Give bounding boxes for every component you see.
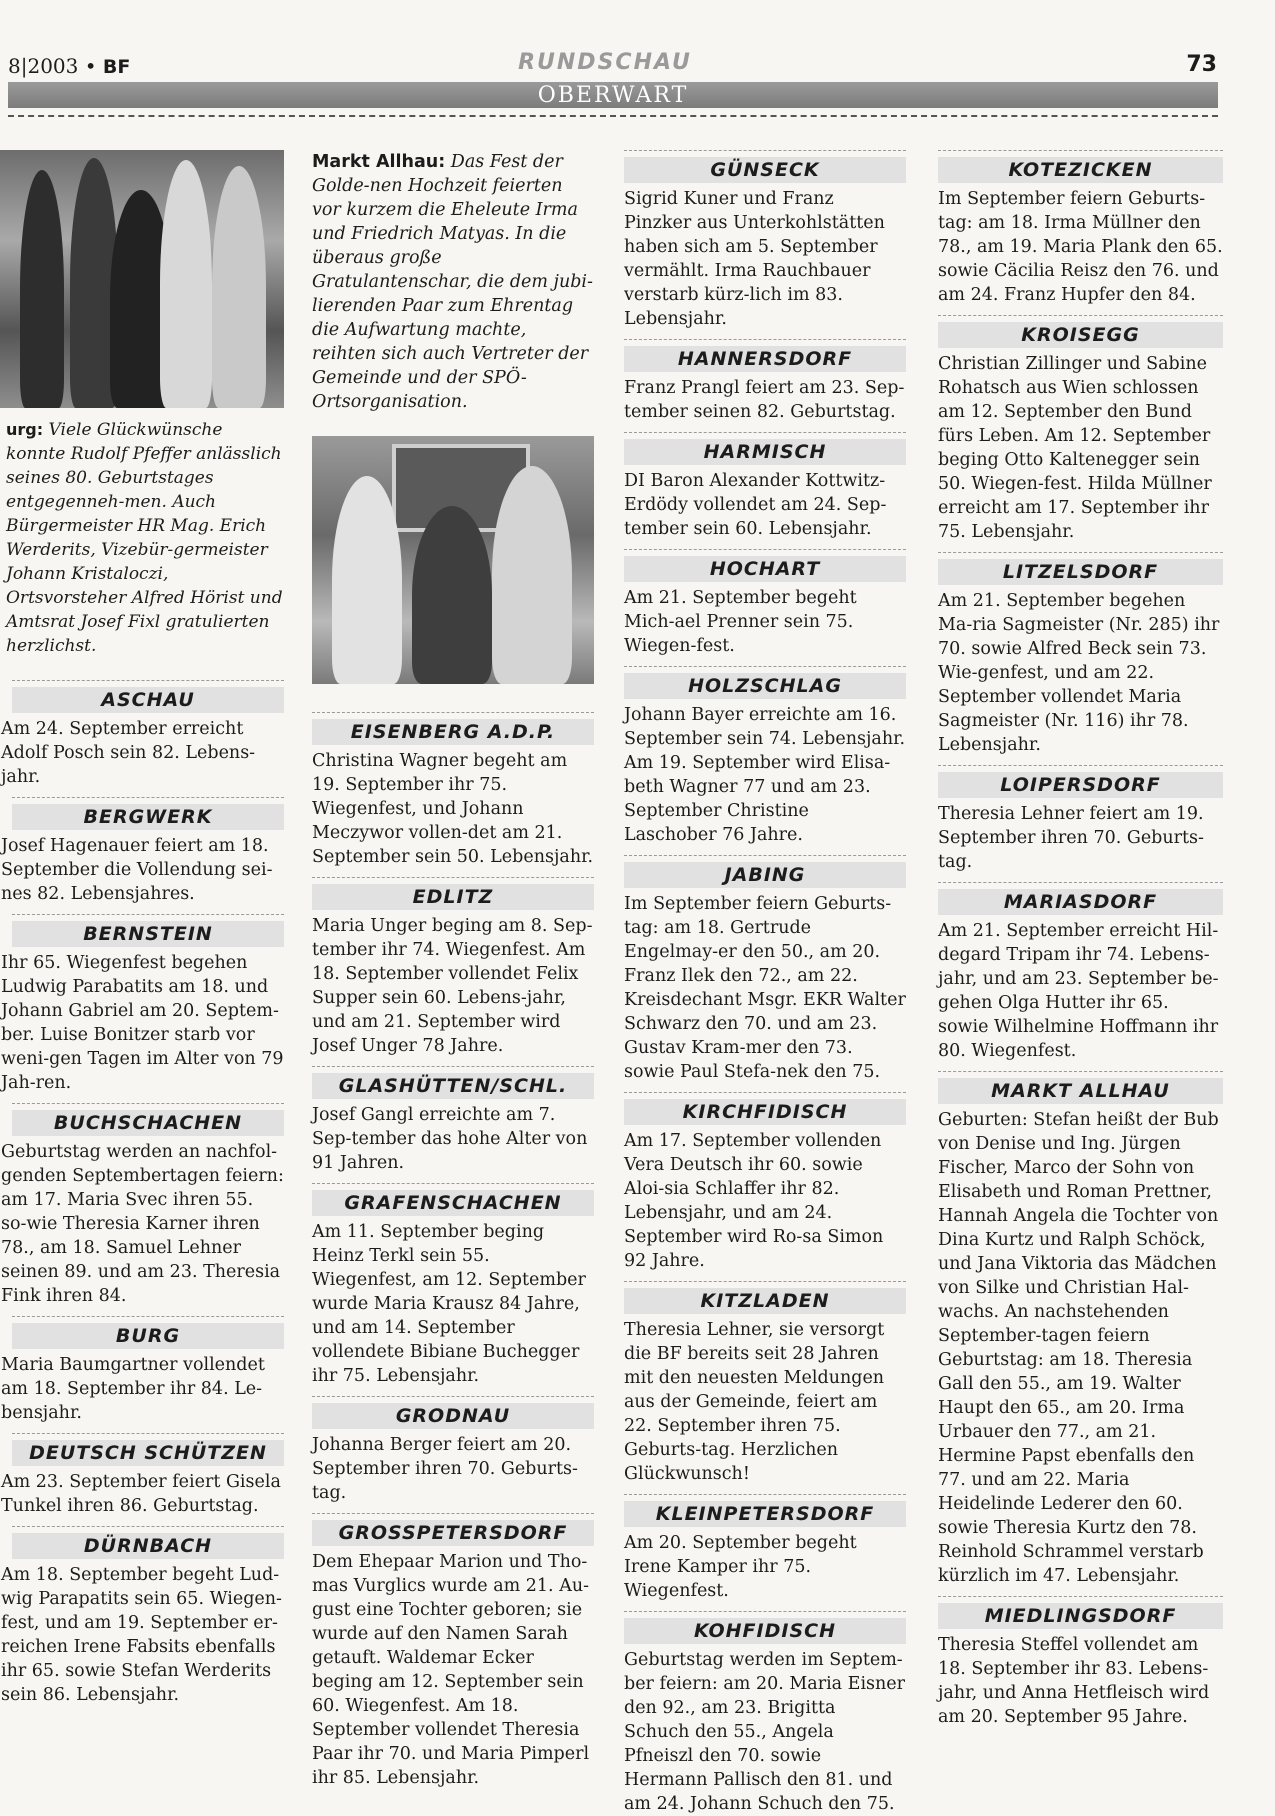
intro-lead: Markt Allhau: [312,152,446,172]
section-text: Theresia Lehner feiert am 19. September ihren 70. Geburts-tag. [938,804,1204,872]
section-text: Theresia Lehner, sie versorgt die BF bereits seit 28 Jahren mit den neuesten Meldungen aus der Gemeinde, feiert am 22. September ihren 75. Geburts-tag. Herzlichen Glückwunsch! [624,1320,885,1484]
section-heading [624,549,906,582]
section-heading [312,1066,594,1099]
section-title: LOIPERSDORF [938,772,1223,798]
section-title: GÜNSECK [624,157,906,183]
section-heading [624,432,906,465]
section-title: HARMISCH [624,439,906,465]
section-text: Sigrid Kuner und Franz Pinzker aus Unterkohlstätten haben sich am 5. September vermählt. Irma Rauchbauer verstarb kürz-lich im 83. Lebensjahr. [624,189,885,329]
section-heading [938,315,1223,348]
section-heading [12,680,284,713]
section-text: Geburten: Stefan heißt der Bub von Denise und Ing. Jürgen Fischer, Marco der Sohn von Elisabeth und Roman Prettner, Hannah Angela die Tochter von Dina Kurtz und Ralph Schöck, und Jana Viktoria das Mädchen von Silke und Christian Hal-wachs. An nachstehenden September-tagen feiern Geburtstag: am 18. Theresia Gall den 55., am 19. Walter Haupt den 65., am 20. Irma Urbauer den 77., am 21. Hermine Papst ebenfalls den 77. und am 22. Maria Heidelinde Lederer den 60. sowie Theresia Kurtz den 78. Reinhold Schrammel verstarb kürzlich im 47. Lebensjahr. [938,1110,1219,1586]
section-text: Dem Ehepaar Marion und Tho-mas Vurglics wurde am 21. Au-gust eine Tochter geboren; sie wurde auf den Namen Sarah getauft. Waldemar Ecker beging am 12. September sein 60. Wiegenfest. Am 18. September vollendet Theresia Paar ihr 70. und Maria Pimperl ihr 85. Lebensjahr. [312,1552,590,1788]
section-title: DEUTSCH SCHÜTZEN [12,1440,284,1466]
section-heading [624,339,906,372]
section-text: Am 23. September feiert Gisela Tunkel ihren 86. Geburtstag. [1,1472,281,1516]
region-title: OBERWART [537,83,689,108]
section-title: MARKT ALLHAU [938,1078,1223,1104]
section-heading [12,1103,284,1136]
page-header [0,0,1275,130]
section-text: Josef Hagenauer feiert am 18. September die Vollendung sei-nes 82. Lebensjahres. [1,836,273,904]
section-text: Am 11. September beging Heinz Terkl sein 55. Wiegenfest, am 12. September wurde Maria Krausz 84 Jahre, und am 14. September vollendete Bibiane Buchegger ihr 75. Lebensjahr. [312,1222,586,1386]
section-title: KOHFIDISCH [624,1618,906,1644]
section-heading [938,150,1223,183]
issue-number: 8|2003 • [8,54,97,78]
section-text: Theresia Steffel vollendet am 18. September ihr 83. Lebens-jahr, und Anna Hetfleisch wird am 20. September 95 Jahre. [938,1635,1210,1727]
section-heading [312,1183,594,1216]
column-3 [624,150,906,1816]
section-title: BURG [12,1323,284,1349]
section-title: HANNERSDORF [624,346,906,372]
section-text: Christian Zillinger und Sabine Rohatsch aus Wien schlossen am 12. September den Bund fürs Leben. Am 12. September beging Otto Kaltenegger sein 50. Wiegen-fest. Hilda Müllner erreicht am 17. September ihr 75. Lebensjahr. [938,354,1212,542]
column-1 [1,150,284,1707]
section-text: Am 18. September begeht Lud-wig Parapatits sein 65. Wiegen-fest, und am 19. September er-reichen Irene Fabsits ebenfalls ihr 65. sowie Stefan Werderits sein 86. Lebensjahr. [1,1565,282,1705]
section-heading [312,712,594,745]
section-text: Am 21. September erreicht Hil-degard Tripam ihr 74. Lebens-jahr, und am 23. September be-gehen Olga Hutter ihr 65. sowie Wilhelmine Hoffmann ihr 80. Wiegenfest. [938,921,1219,1061]
section-text: Franz Prangl feiert am 23. Sep-tember seinen 82. Geburtstag. [624,378,905,422]
section-title: KLEINPETERSDORF [624,1501,906,1527]
section-heading [312,1396,594,1429]
section-heading [938,882,1223,915]
column-2 [312,150,594,1790]
section-heading [312,1513,594,1546]
couple-photo [312,436,594,684]
section-title: BERGWERK [12,804,284,830]
header-divider [8,115,1218,117]
section-heading [12,797,284,830]
brand-label: BF [102,56,131,78]
section-heading [624,1092,906,1125]
section-heading [938,1596,1223,1629]
section-text: Maria Baumgartner vollendet am 18. September ihr 84. Le-bensjahr. [1,1355,265,1423]
section-text: Im September feiern Geburts-tag: am 18. Gertrude Engelmay-er den 50., am 20. Franz Ilek den 72., am 22. Kreisdechant Msgr. EKR Walter Schwarz den 70. und am 23. Gustav Kram-mer den 73. sowie Paul Stefa-nek den 75. [624,894,906,1082]
section-title: MARIASDORF [938,889,1223,915]
region-band [8,82,1218,108]
section-heading [624,1494,906,1527]
page-number: 73 [1186,52,1217,77]
section-title: GLASHÜTTEN/SCHL. [312,1073,594,1099]
photo-caption [6,418,284,658]
section-text: Geburtstag werden an nachfol-genden Septembertagen feiern: am 17. Maria Svec ihren 55. so-wie Theresia Karner ihren 78., am 18. Samuel Lehner seinen 89. und am 23. Theresia Fink ihren 84. [1,1142,284,1306]
intro-text: Das Fest der Golde-nen Hochzeit feierten vor kurzem die Eheleute Irma und Friedrich Matyas. In die überaus große Gratulantenschar, die dem jubi-lierenden Paar zum Ehrentag die Aufwartung machte, reihten sich auch Vertreter der Gemeinde und der SPÖ-Ortsorganisation. [312,152,593,412]
section-heading [12,1316,284,1349]
section-title: HOLZSCHLAG [624,673,906,699]
section-title: GRAFENSCHACHEN [312,1190,594,1216]
section-title: EDLITZ [312,884,594,910]
section-heading [312,877,594,910]
section-heading [938,1071,1223,1104]
section-title: GRODNAU [312,1403,594,1429]
section-heading [624,1281,906,1314]
intro-paragraph [312,150,594,414]
section-text: Im September feiern Geburts-tag: am 18. Irma Müllner den 78., am 19. Maria Plank den 65. sowie Cäcilia Reisz den 76. und am 24. Franz Hupfer den 84. [938,189,1223,305]
issue-info [8,54,130,78]
caption-lead: urg: [6,420,44,439]
section-title: KITZLADEN [624,1288,906,1314]
section-heading [938,765,1223,798]
section-heading [624,150,906,183]
section-text: Maria Unger beging am 8. Sep-tember ihr 74. Wiegenfest. Am 18. September vollendet Felix Supper sein 60. Lebens-jahr, und am 21. September wird Josef Unger 78 Jahre. [312,916,593,1056]
section-text: Johanna Berger feiert am 20. September ihren 70. Geburts-tag. [312,1435,578,1503]
publication-name: RUNDSCHAU [518,50,692,75]
section-title: BUCHSCHACHEN [12,1110,284,1136]
section-title: MIEDLINGSDORF [938,1603,1223,1629]
section-heading [624,1611,906,1644]
section-heading [12,914,284,947]
section-text: Josef Gangl erreichte am 7. Sep-tember das hohe Alter von 91 Jahren. [312,1105,588,1173]
section-heading [624,666,906,699]
section-title: LITZELSDORF [938,559,1223,585]
section-heading [12,1526,284,1559]
section-title: KIRCHFIDISCH [624,1099,906,1125]
section-text: Am 24. September erreicht Adolf Posch sein 82. Lebens-jahr. [1,719,256,787]
section-title: BERNSTEIN [12,921,284,947]
section-title: GROSSPETERSDORF [312,1520,594,1546]
section-heading [938,552,1223,585]
section-text: DI Baron Alexander Kottwitz-Erdödy vollendet am 24. Sep-tember sein 60. Lebensjahr. [624,471,887,539]
section-title: KROISEGG [938,322,1223,348]
section-heading [12,1433,284,1466]
section-title: EISENBERG A.D.P. [312,719,594,745]
section-text: Christina Wagner begeht am 19. September ihr 75. Wiegenfest, und Johann Meczywor vollen-det am 21. September sein 50. Lebensjahr. [312,751,594,867]
section-title: JABING [624,862,906,888]
section-text: Johann Bayer erreichte am 16. September sein 74. Lebensjahr. Am 19. September wird Elisa-beth Wagner 77 und am 23. September Christine Laschober 76 Jahre. [624,705,906,845]
group-photo [0,150,284,408]
section-text: Am 20. September begeht Irene Kamper ihr 75. Wiegenfest. [624,1533,857,1601]
section-title: HOCHART [624,556,906,582]
column-4 [938,150,1223,1729]
section-title: DÜRNBACH [12,1533,284,1559]
section-text: Geburtstag werden im Septem-ber feiern: am 20. Maria Eisner den 92., am 23. Brigitta Schuch den 55., Angela Pfneiszl den 70. sowie Hermann Pallisch den 81. und am 24. Johann Schuch den 75. [624,1650,906,1814]
section-title: ASCHAU [12,687,284,713]
section-text: Am 21. September begeht Mich-ael Prenner sein 75. Wiegen-fest. [624,588,857,656]
section-text: Ihr 65. Wiegenfest begehen Ludwig Parabatits am 18. und Johann Gabriel am 20. Septem-ber. Luise Bonitzer starb vor weni-gen Tagen im Alter von 79 Jah-ren. [1,953,284,1093]
section-text: Am 17. September vollenden Vera Deutsch ihr 60. sowie Aloi-sia Schlaffer ihr 82. Lebensjahr, und am 24. September wird Ro-sa Simon 92 Jahre. [624,1131,884,1271]
section-text: Am 21. September begehen Ma-ria Sagmeister (Nr. 285) ihr 70. sowie Alfred Beck sein 73. Wie-genfest, und am 22. September vollendet Maria Sagmeister (Nr. 116) ihr 78. Lebensjahr. [938,591,1220,755]
section-heading [624,855,906,888]
caption-text: Viele Glückwünsche konnte Rudolf Pfeffer anlässlich seines 80. Geburtstages entgegenneh-men. Auch Bürgermeister HR Mag. Erich Werderits, Vizebür-germeister Johann Kristaloczi, Ortsvorsteher Alfred Hörist und Amtsrat Josef Fixl gratulierten herzlichst. [6,420,283,656]
section-title: KOTEZICKEN [938,157,1223,183]
